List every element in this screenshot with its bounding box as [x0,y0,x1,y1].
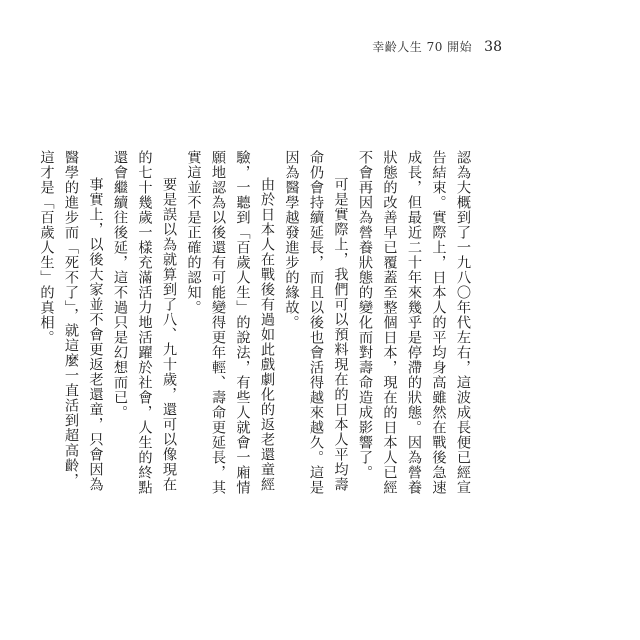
running-title: 幸齡人生 70 開始 [372,40,473,54]
paragraph-2: 可是實際上，我們可以預料現在的日本人平均壽命仍會持續延長，而且以後也會活得越來越久。這是因為醫學越發進步的緣故。 [283,150,349,495]
body-text [38,150,475,495]
paragraph-3: 由於日本人在戰後有過如此戲劇化的返老還童經驗，一聽到「百歲人生」的說法，有些人就會一廂情願地認為以後還有可能變得更年輕、壽命更延長，其實這並不是正確的認知。 [185,150,275,495]
paragraph-1: 認為大概到了一九八〇年代左右，這波成長便已經宣告結束。實際上，日本人的平均身高雖然在戰後急速成長，但最近二十年來幾乎是停滯的狀態。因為營養狀態的改善早已覆蓋至整個日本，現在的日本人已經不會再因為營養狀態的變化而對壽命造成影響了。 [357,150,471,495]
paragraph-5: 事實上，以後大家並不會更返老還童，只會因為醫學的進步而「死不了」，就這麼一直活到超高齡，這才是「百歲人生」的真相。 [38,150,104,492]
page-header [372,38,502,55]
page-number: 38 [484,39,502,55]
paragraph-4: 要是誤以為就算到了八、九十歲，還可以像現在的七十幾歲一樣充滿活力地活躍於社會，人生的終點還會繼續往後延，這不過只是幻想而已。 [112,150,177,495]
